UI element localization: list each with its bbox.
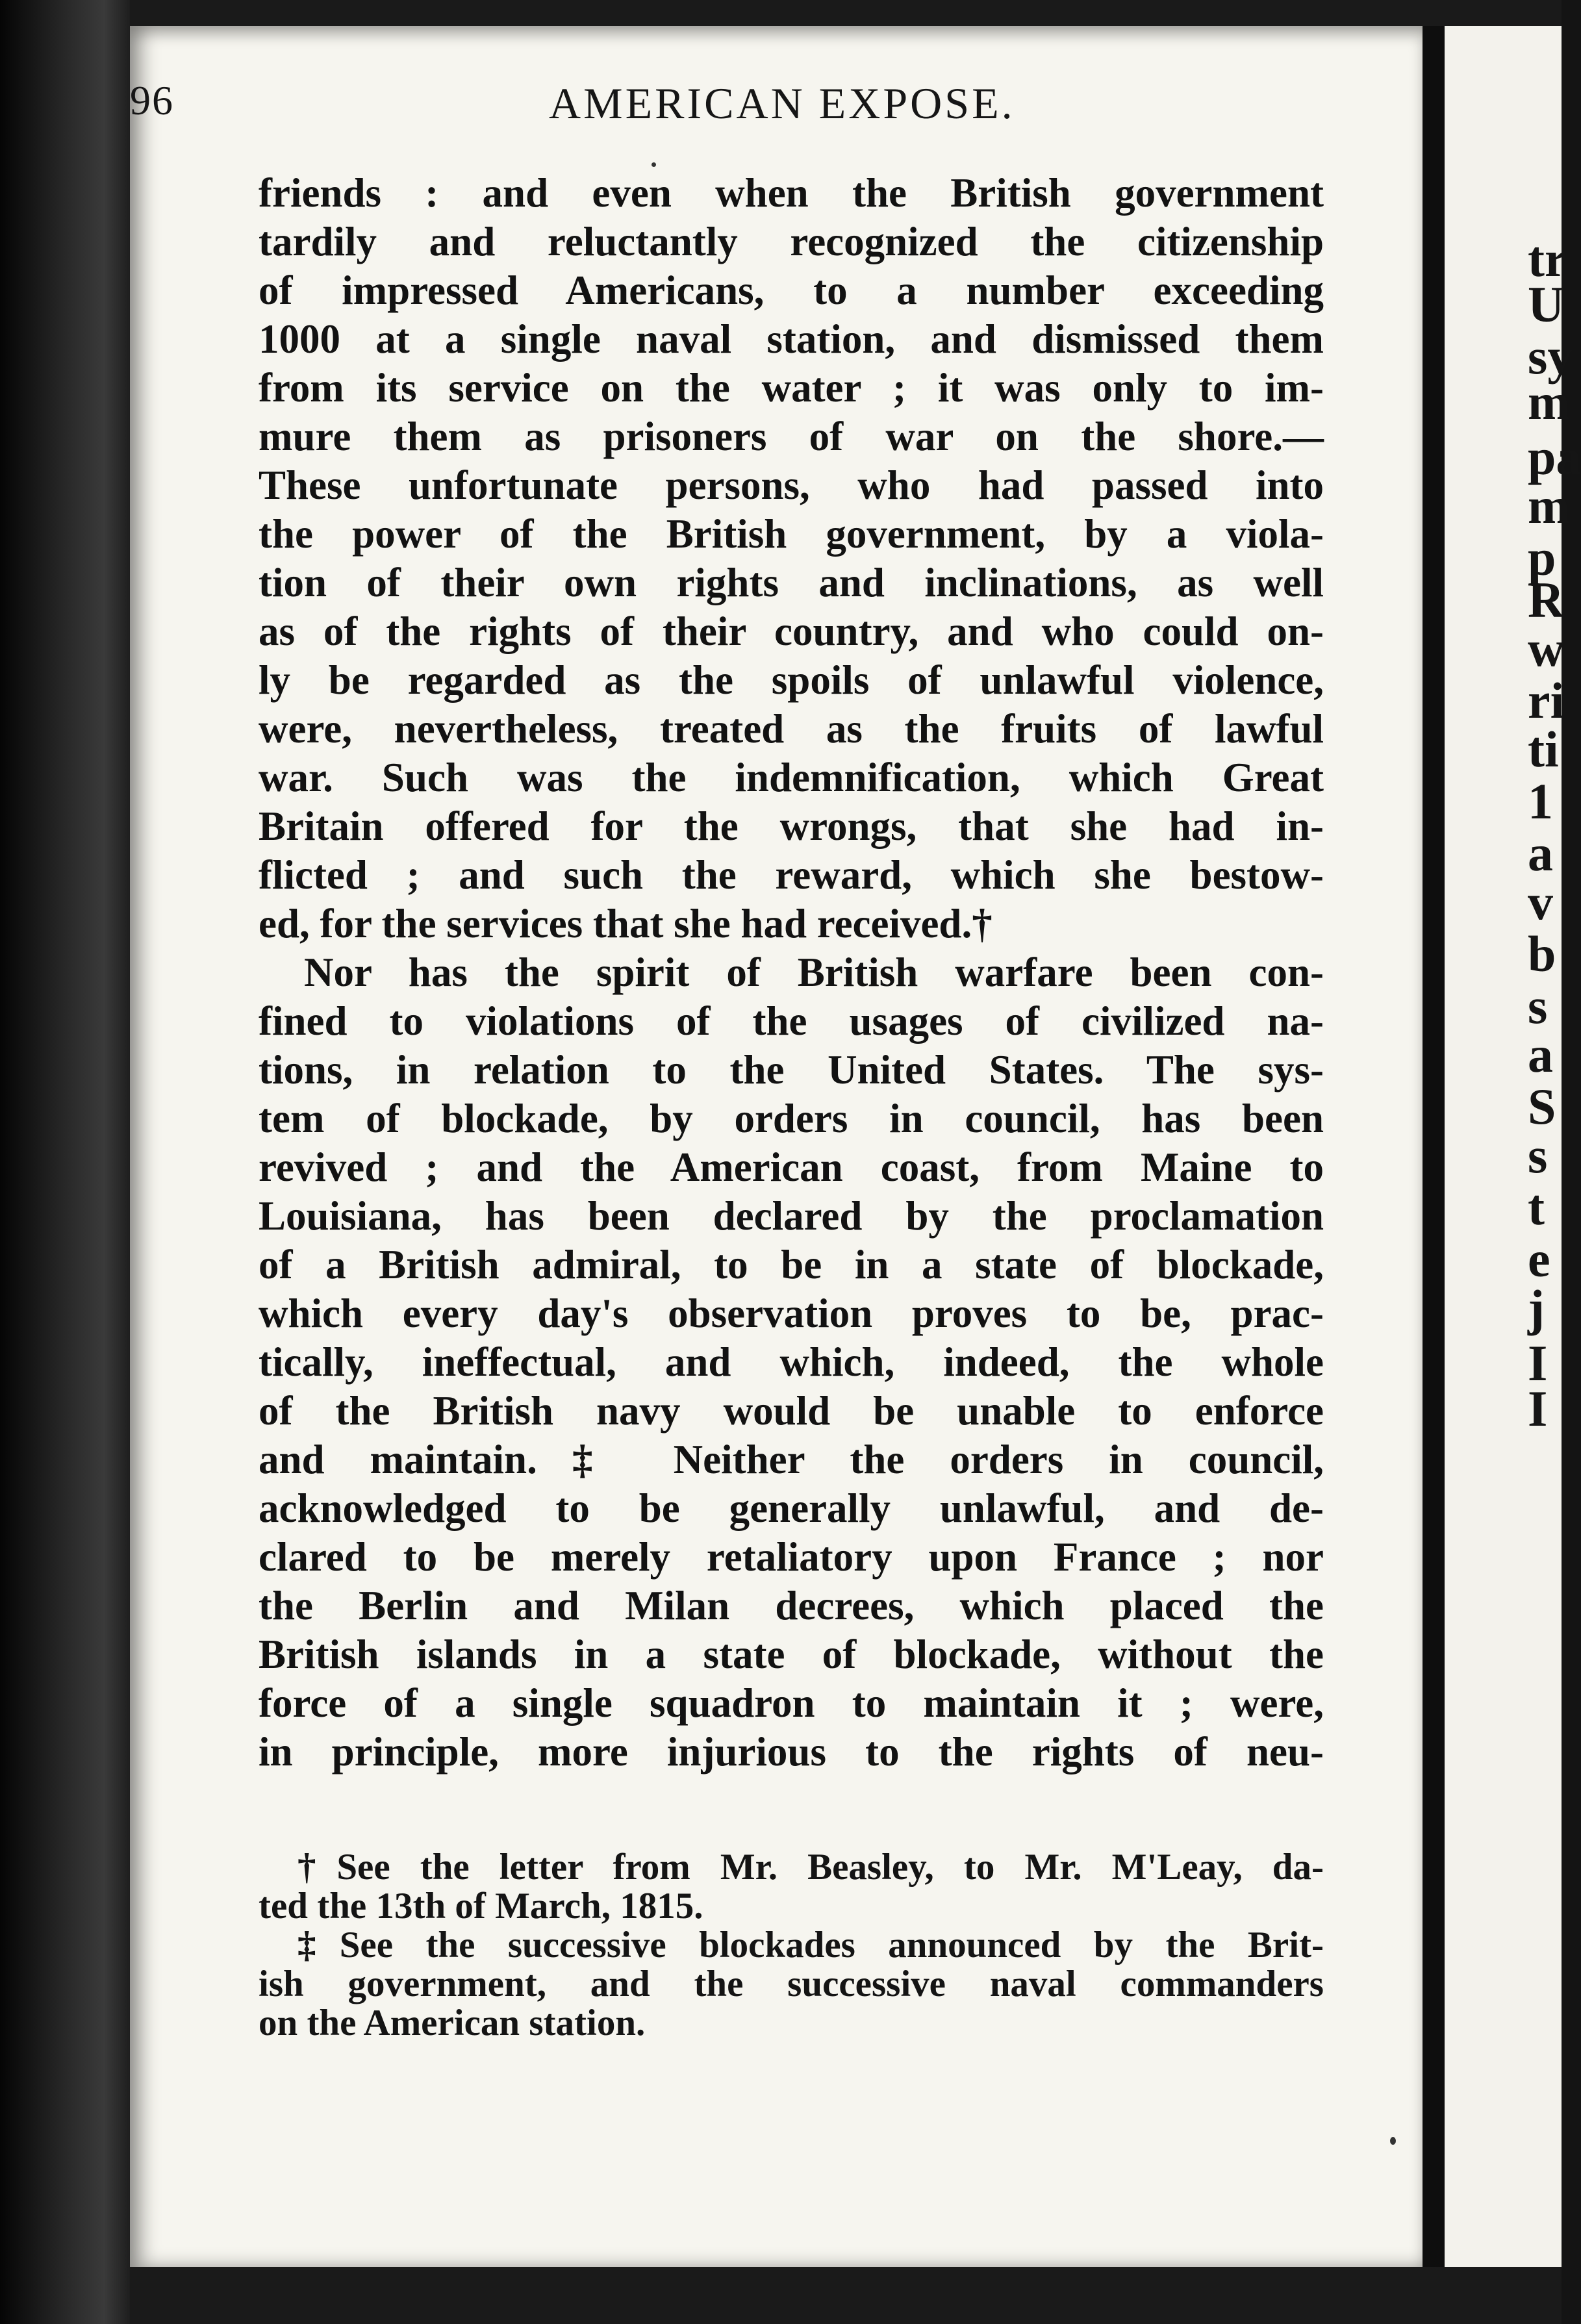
body-line: the Berlin and Milan decrees, which placed the: [259, 1583, 1324, 1628]
body-line: Britain offered for the wrongs, that she had in-: [259, 803, 1324, 849]
facing-page-fragment: m: [1528, 477, 1570, 534]
facing-page-edge: [1445, 26, 1581, 2267]
body-line: the power of the British government, by a viola-: [259, 511, 1324, 557]
footnote-line: ted the 13th of March, 1815.: [259, 1886, 703, 1926]
footnote-line: †See the letter from Mr. Beasley, to Mr. M'Leay, da-: [297, 1847, 1324, 1888]
footnotes: [259, 1848, 1324, 2043]
body-line: which every day's observation proves to be, prac-: [259, 1291, 1324, 1336]
body-line: war. Such was the indemnification, which Great: [259, 755, 1324, 800]
facing-page-fragment: I: [1528, 1380, 1548, 1437]
body-line: fined to violations of the usages of civilized na-: [259, 998, 1324, 1044]
footnote-line: ish government, and the successive naval commanders: [259, 1964, 1324, 2004]
ink-speck: [1390, 2137, 1396, 2145]
facing-page-fragment: a: [1528, 1026, 1553, 1083]
body-line: tion of their own rights and inclinations, as well: [259, 560, 1324, 605]
facing-page-fragment: ti: [1528, 721, 1559, 777]
body-line: in principle, more injurious to the rights of neu-: [259, 1729, 1324, 1775]
footnote-line: on the American station.: [259, 2002, 646, 2043]
body-line: force of a single squadron to maintain it ; were,: [259, 1680, 1324, 1726]
body-line: ed, for the services that she had received.†: [259, 901, 993, 946]
body-line: Nor has the spirit of British warfare been con-: [304, 950, 1324, 995]
body-line: These unfortunate persons, who had passed into: [259, 462, 1324, 508]
facing-page-fragment: I: [1528, 1335, 1548, 1391]
body-line: ly be regarded as the spoils of unlawful violence,: [259, 657, 1324, 703]
facing-page-fragment: 1: [1528, 773, 1553, 829]
page-number: 96: [130, 77, 174, 123]
facing-page-fragment: v: [1528, 874, 1553, 930]
body-line: of impressed Americans, to a number exceeding: [259, 268, 1324, 313]
body-line: acknowledged to be generally unlawful, and de-: [259, 1485, 1324, 1531]
running-head: AMERICAN EXPOSE.: [549, 79, 1015, 128]
facing-page-fragment: m: [1528, 373, 1570, 430]
body-line: tions, in relation to the United States. The sys-: [259, 1047, 1324, 1093]
body-line: British islands in a state of blockade, without the: [259, 1632, 1324, 1677]
body-line: clared to be merely retaliatory upon France ; nor: [259, 1534, 1324, 1580]
facing-page-fragment: s: [1528, 978, 1548, 1034]
body-line: from its service on the water ; it was only to im-: [259, 365, 1324, 410]
body-line: of a British admiral, to be in a state of blockade,: [259, 1242, 1324, 1287]
body-line: tem of blockade, by orders in council, has been: [259, 1096, 1324, 1141]
footnote-line: ‡See the successive blockades announced by the Brit-: [297, 1925, 1324, 1965]
facing-page-fragment: j: [1528, 1280, 1545, 1336]
body-line: as of the rights of their country, and who could on-: [259, 609, 1324, 654]
facing-page-fragment: sy: [1528, 328, 1573, 385]
facing-page-fragment: p: [1528, 529, 1556, 586]
facing-page-fragment: w: [1528, 620, 1565, 677]
facing-page-fragment: ri: [1528, 672, 1565, 729]
body-text: [259, 169, 1324, 1776]
facing-page-fragment: a: [1528, 825, 1553, 881]
body-line: tically, ineffectual, and which, indeed, the whole: [259, 1339, 1324, 1385]
body-line: were, nevertheless, treated as the fruits of lawful: [259, 706, 1324, 752]
ink-speck: [651, 162, 656, 167]
facing-page-fragment: t: [1528, 1179, 1545, 1235]
body-line: Louisiana, has been declared by the proclamation: [259, 1193, 1324, 1239]
facing-page-fragment: b: [1528, 926, 1556, 982]
body-line: flicted ; and such the reward, which she bestow-: [259, 852, 1324, 898]
facing-page-fragment: s: [1528, 1127, 1548, 1183]
facing-page-fragment: S: [1528, 1078, 1556, 1135]
body-line: and maintain.‡ Neither the orders in council,: [259, 1437, 1324, 1482]
page-gutter: [1423, 26, 1445, 2267]
body-line: friends : and even when the British government: [259, 170, 1324, 216]
facing-page-fragment: R: [1528, 572, 1565, 628]
body-line: revived ; and the American coast, from Maine to: [259, 1144, 1324, 1190]
body-line: mure them as prisoners of war on the shore.—: [259, 414, 1324, 459]
facing-page-fragment: tr: [1528, 231, 1567, 287]
book-binding-edge: [0, 0, 130, 2324]
body-line: 1000 at a single naval station, and dismissed them: [259, 316, 1324, 362]
facing-page-fragment: e: [1528, 1231, 1550, 1287]
facing-page-fragment: U: [1528, 276, 1565, 333]
body-line: tardily and reluctantly recognized the citizenship: [259, 219, 1324, 264]
facing-page-fragment: pa: [1528, 429, 1581, 485]
body-line: of the British navy would be unable to enforce: [259, 1388, 1324, 1434]
